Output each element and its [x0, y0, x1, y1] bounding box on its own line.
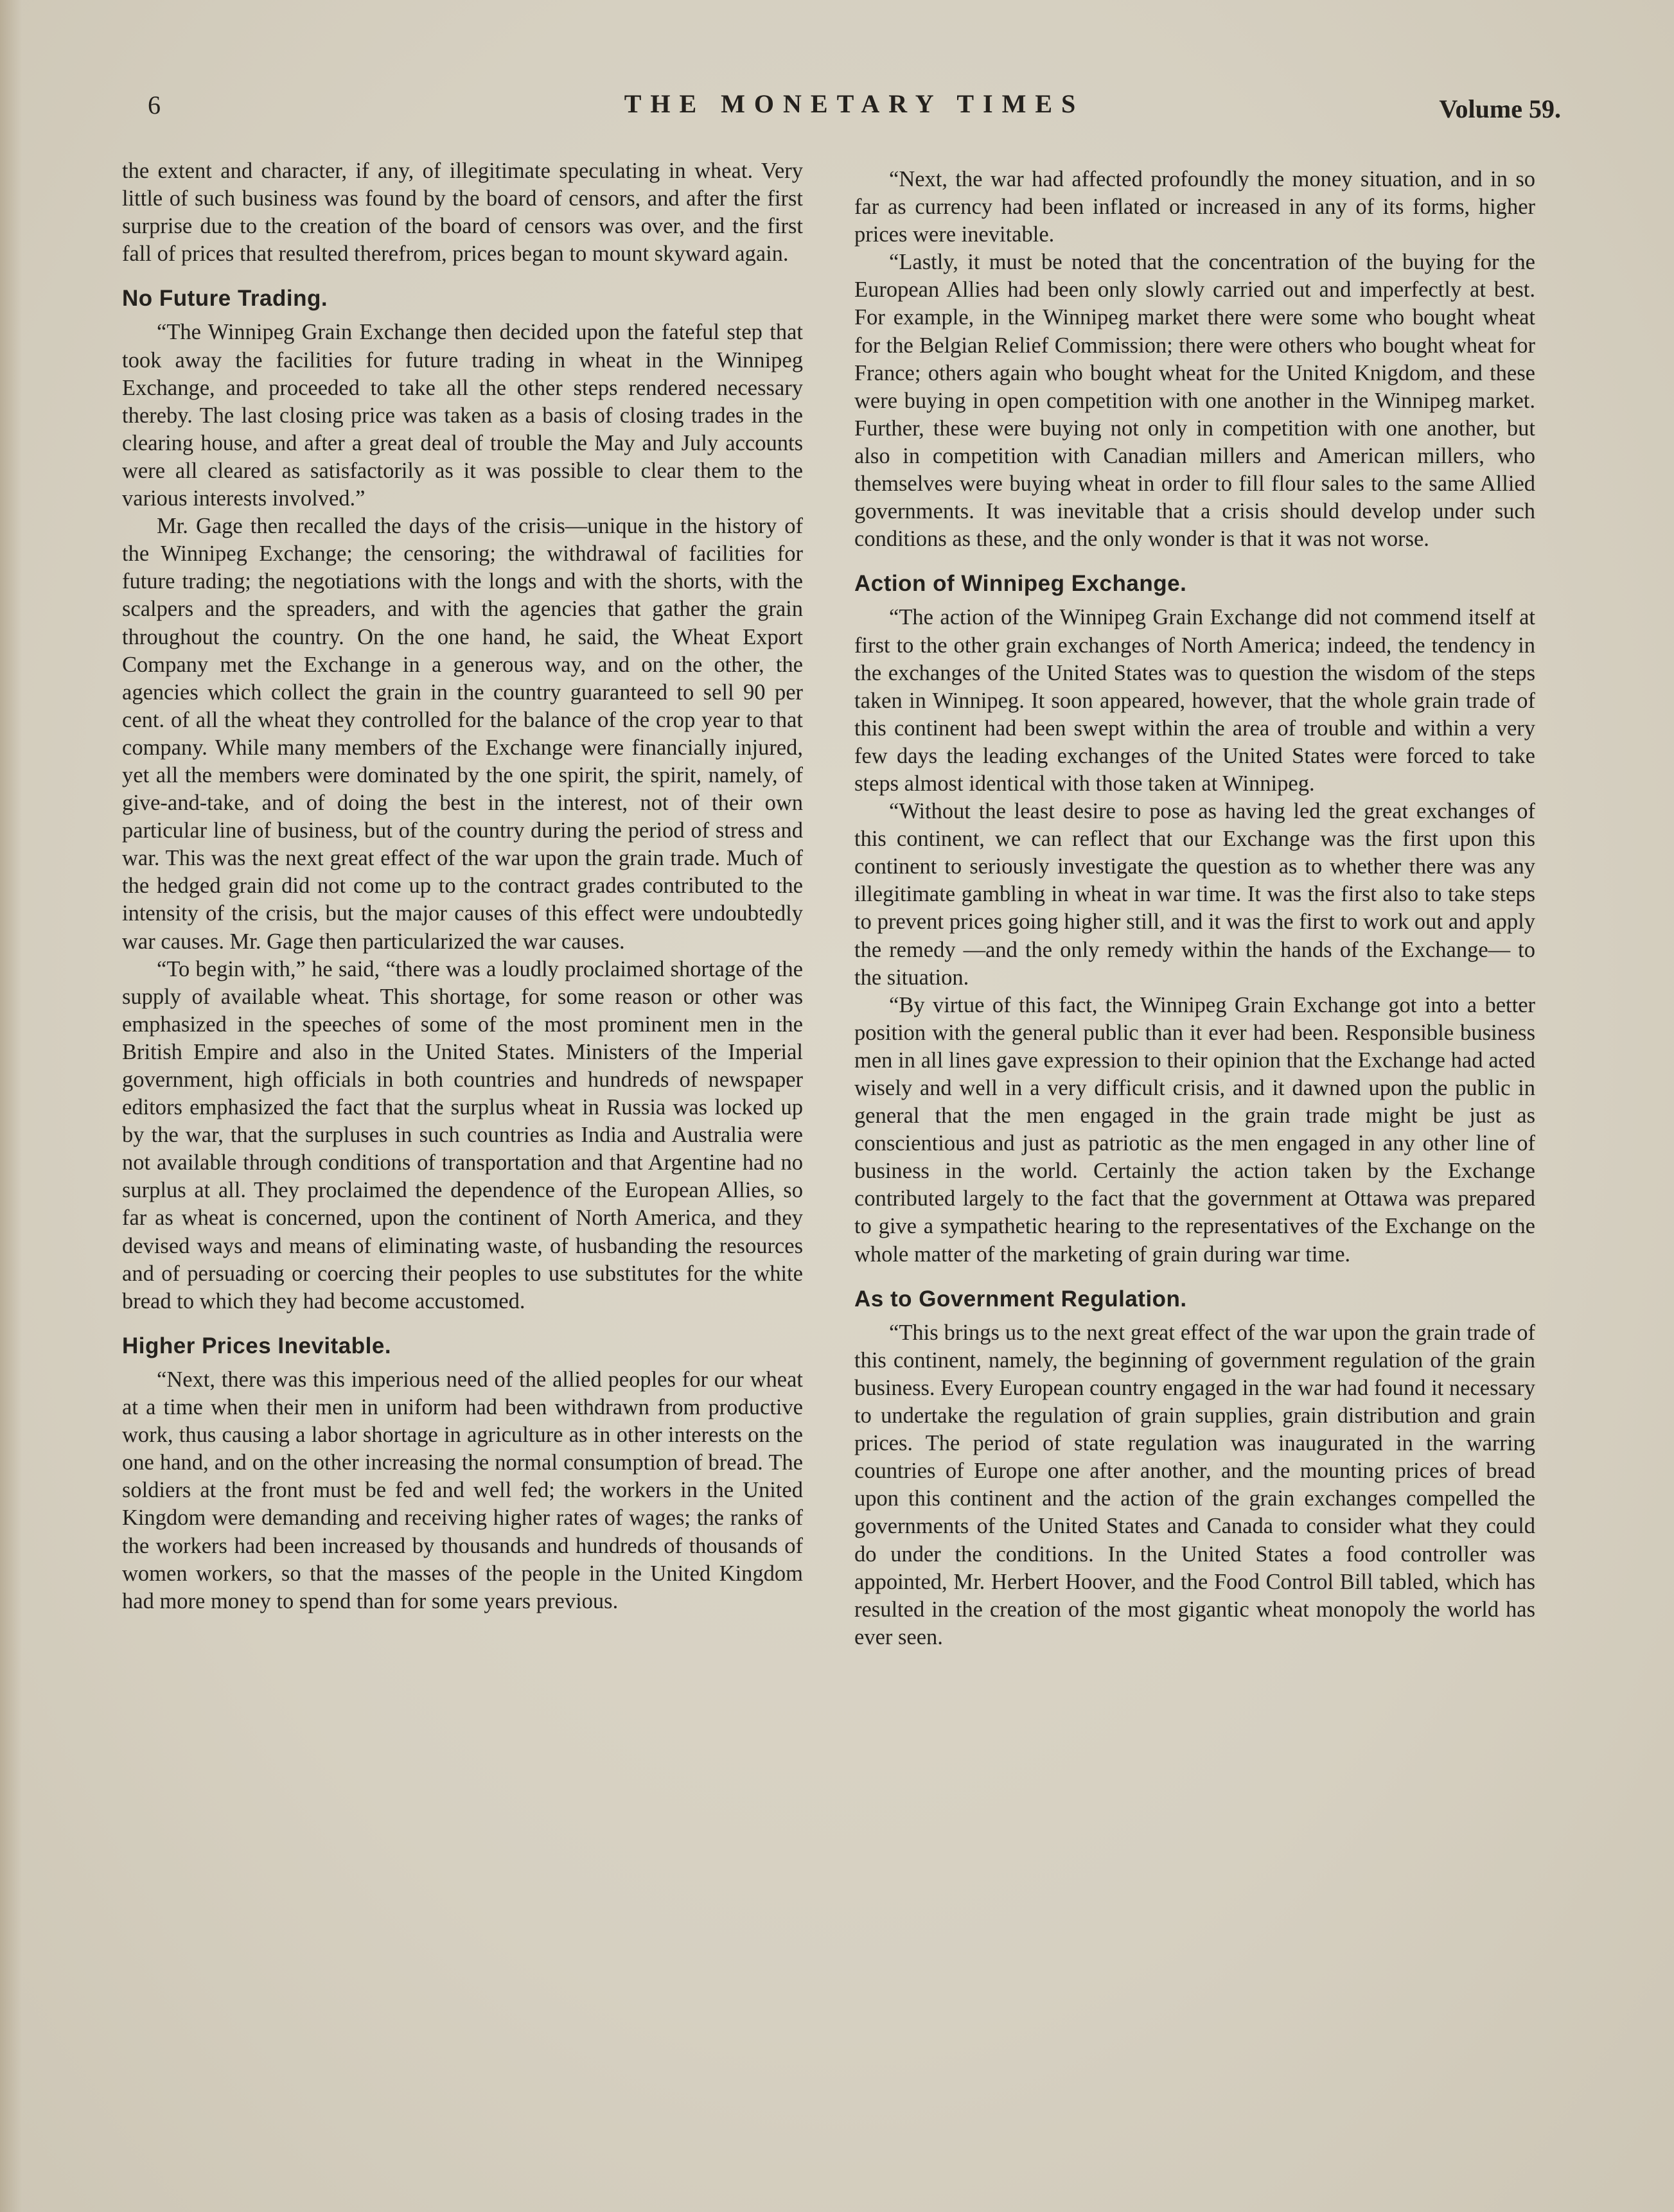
paragraph: “To begin with,” he said, “there was a loudly proclaimed shortage of the supply of available wheat. This shortage, for some reason or other was emphasized in the speeches of some of the most prominent men in the British Empire and also in the United States. Ministers of the Imperial government, high officials in both countries and hundreds of newspaper editors emphasized the fact that the surplus wheat in Russia was locked up by the war, that the surpluses in such countries as India and Australia were not available through conditions of transportation and that Argentine had no surplus at all. They proclaimed the dependence of the European Allies, so far as wheat is concerned, upon the continent of North America, and they devised ways and means of eliminating waste, of husbanding the resources and of persuading or coercing their peoples to use substitutes for the white bread to which they had become accustomed. — [122, 956, 803, 1313]
left-column — [122, 157, 803, 1615]
volume-label: Volume 59. — [1439, 94, 1561, 123]
section-heading: Action of Winnipeg Exchange. — [854, 571, 1187, 597]
page-header — [148, 85, 1561, 130]
paragraph: “Next, there was this imperious need of the allied peoples for our wheat at a time when their men in uniform had been withdrawn from productive work, thus causing a labor shortage in agriculture as in other interests on the one hand, and on the other increasing the normal consumption of bread. The soldiers at the front must be fed and well fed; the workers in the United Kingdom were demanding and receiving higher rates of wages; the ranks of the workers had been increased by thousands and hundreds of thousands of women workers, so that the masses of the people in the United Kingdom had more money to spend than for some years previous. — [122, 1367, 803, 1613]
paragraph: “Lastly, it must be noted that the concentration of the buying for the European Allies had been only slowly carried out and imperfectly at best. For example, in the Winnipeg market there were some who bought wheat for the Belgian Relief Commission; there were others who bought wheat for France; others again who bought wheat for the United Knigdom, and these were buying in open competition with one another in the Winnipeg market. Further, these were buying not only in competition with one another, but also in competition with Canadian millers and American millers, who themselves were buying wheat in order to fill flour sales to the same Allied governments. It was inevitable that a crisis should develop under such conditions as these, and the only wonder is that it was not worse. — [854, 250, 1535, 552]
paragraph: Mr. Gage then recalled the days of the crisis—unique in the history of the Winnipeg Exchange; the censoring; the withdrawal of facilities for future trading; the negotiations with the longs and with the shorts, with the scalpers and the spreaders, and with the agencies that gather the grain throughout the country. On the one hand, he said, the Wheat Export Company met the Exchange in a generous way, and on the other, the agencies which collect the grain in the country guaranteed to sell 90 per cent. of all the wheat they controlled for the balance of the crop year to that company. While many members of the Exchange were financially injured, yet all the members were dominated by the one spirit, the spirit, namely, of give-and-take, and of doing the best in the interest, not of their own particular line of business, but of the country during the period of stress and war. This was the next great effect of the war upon the grain trade. Much of the hedged grain did not come up to the contract grades contributed to the intensity of the crisis, but the major causes of this effect were undoubtedly war causes. Mr. Gage then particularized the war causes. — [122, 514, 803, 954]
paragraph: “This brings us to the next great effect of the war upon the grain trade of this continent, namely, the beginning of government regulation of the grain business. Every European country engaged in the war had found it necessary to undertake the regulation of grain supplies, grain distribution and grain prices. The period of state regulation was inaugurated in the warring countries of Europe one after another, and the mounting prices of bread upon this continent and the action of the grain exchanges compelled the governments of the United States and Canada to consider what they could do under the conditions. In the United States a food controller was appointed, Mr. Herbert Hoover, and the Food Control Bill tabled, which has resulted in the creation of the most gigantic wheat monopoly the world has ever seen. — [854, 1320, 1535, 1649]
section-heading: Higher Prices Inevitable. — [122, 1333, 392, 1358]
journal-title: THE MONETARY TIMES — [624, 89, 1085, 118]
section-heading: As to Government Regulation. — [854, 1286, 1187, 1312]
paragraph: “The action of the Winnipeg Grain Exchange did not commend itself at first to the other grain exchanges of North America; indeed, the tendency in the exchanges of the United States was to question the wisdom of the steps taken in Winnipeg. It soon appeared, however, that the whole grain trade of this continent had been swept within the area of trouble and within a very few days the leading exchanges of the United States were forced to take steps almost identical with those taken at Winnipeg. — [854, 605, 1535, 796]
right-column — [854, 166, 1535, 1651]
page-edge-shadow — [0, 0, 22, 2212]
paragraph: “The Winnipeg Grain Exchange then decided upon the fateful step that took away the facilities for future trading in wheat in the Winnipeg Exchange, and proceeded to take all the other steps rendered necessary thereby. The last closing price was taken as a basis of closing trades in the clearing house, and after a great deal of trouble the May and July accounts were all cleared as satisfactorily as it was possible to clear them to the various interests involved.” — [122, 320, 803, 511]
paragraph: “By virtue of this fact, the Winnipeg Grain Exchange got into a better position with the general public than it ever had been. Responsible business men in all lines gave expression to their opinion that the Exchange had acted wisely and well in a very difficult crisis, and it dawned upon the public in general that the men engaged in the grain trade might be just as conscientious and just as patriotic as the men engaged in any other line of business in the world. Certainly the action taken by the Exchange contributed largely to the fact that the government at Ottawa was prepared to give a sympathetic hearing to the representatives of the Exchange on the whole matter of the marketing of grain during war time. — [854, 992, 1535, 1267]
paragraph: “Next, the war had affected profoundly the money situation, and in so far as currency had been inflated or increased in any of its forms, higher prices were inevitable. — [854, 167, 1535, 247]
paragraph: the extent and character, if any, of illegitimate speculating in wheat. Very little of such business was found by the board of censors, and after the first surprise due to the creation of the board of censors was over, and the first fall of prices that resulted therefrom, prices began to mount skyward again. — [122, 159, 803, 267]
section-heading: No Future Trading. — [122, 286, 328, 312]
page-number: 6 — [148, 91, 161, 119]
paragraph: “Without the least desire to pose as having led the great exchanges of this continent, we can reflect that our Exchange was the first upon this continent to seriously investigate the question as to whether there was any illegitimate gambling in wheat in war time. It was the first also to take steps to prevent prices going higher still, and it was the first to work out and apply the remedy —and the only remedy within the hands of the Exchange— to the situation. — [854, 799, 1535, 990]
